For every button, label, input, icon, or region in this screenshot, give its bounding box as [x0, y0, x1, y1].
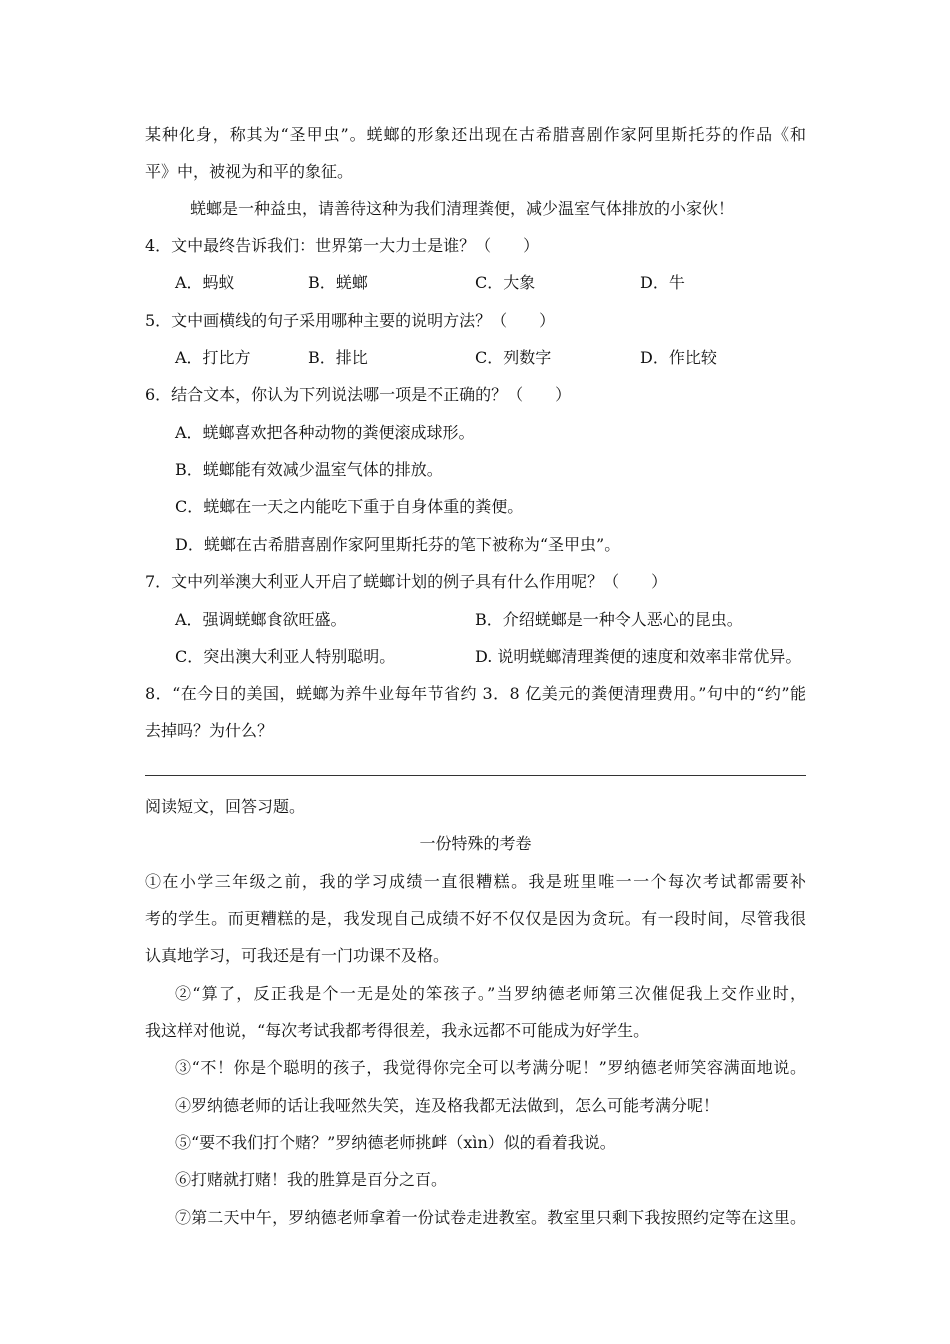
passage-line: 蜣螂是一种益虫，请善待这种为我们清理粪便，减少温室气体排放的小家伙！ [190, 199, 735, 218]
story-paragraph-line: ④罗纳德老师的话让我哑然失笑，连及格我都无法做到，怎么可能考满分呢！ [175, 1096, 720, 1115]
q4-option-c: C．大象 [475, 273, 536, 292]
story-paragraph-line: ⑦第二天中午，罗纳德老师拿着一份试卷走进教室。教室里只剩下我按照约定等在这里。 [175, 1208, 806, 1227]
story-title: 一份特殊的考卷 [419, 834, 532, 853]
q7-option-a: A．强调蜣螂食欲旺盛。 [175, 610, 347, 629]
q5-option-a: A．打比方 [175, 348, 251, 367]
story-paragraph-line: ①在小学三年级之前，我的学习成绩一直很糟糕。我是班里唯一一个每次考试都需要补 [145, 872, 806, 891]
section-divider [145, 775, 806, 776]
question-8-stem: 8．“在今日的美国，蜣螂为养牛业每年节省约 3．8 亿美元的粪便清理费用。”句中的“约”能 [145, 684, 806, 703]
story-paragraph-line: ⑥打赌就打赌！我的胜算是百分之百。 [175, 1170, 448, 1189]
story-paragraph-line: ⑤“要不我们打个赌？”罗纳德老师挑衅（xìn）似的看着我说。 [175, 1133, 616, 1152]
q7-option-c: C．突出澳大利亚人特别聪明。 [175, 647, 396, 666]
story-paragraph-line: ②“算了，反正我是个一无是处的笨孩子。”当罗纳德老师第三次催促我上交作业时， [175, 984, 806, 1003]
question-6-stem: 6．结合文本，你认为下列说法哪一项是不正确的？（ ） [145, 385, 572, 404]
q4-option-d: D．牛 [640, 273, 685, 292]
q5-option-d: D．作比较 [640, 348, 717, 367]
q7-option-b: B．介绍蜣螂是一种令人恶心的昆虫。 [475, 610, 743, 629]
q7-option-d: D. 说明蜣螂清理粪便的速度和效率非常优异。 [475, 647, 802, 666]
q6-option-b: B．蜣螂能有效减少温室气体的排放。 [175, 460, 443, 479]
q5-option-b: B．排比 [308, 348, 368, 367]
q4-option-a: A．蚂蚁 [175, 273, 235, 292]
question-8-stem-cont: 去掉吗？为什么？ [145, 721, 274, 740]
q6-option-a: A．蜣螂喜欢把各种动物的粪便滚成球形。 [175, 423, 475, 442]
story-paragraph-line: ③“不！你是个聪明的孩子，我觉得你完全可以考满分呢！”罗纳德老师笑容满面地说。 [175, 1058, 806, 1077]
story-paragraph-line: 我这样对他说，“每次考试我都考得很差，我永远都不可能成为好学生。 [145, 1021, 650, 1040]
passage-line: 平》中，被视为和平的象征。 [145, 162, 354, 181]
story-paragraph-line: 考的学生。而更糟糕的是，我发现自己成绩不好不仅仅是因为贪玩。有一段时间，尽管我很 [145, 909, 806, 928]
section-instruction: 阅读短文，回答习题。 [145, 797, 306, 816]
q6-option-c: C．蜣螂在一天之内能吃下重于自身体重的粪便。 [175, 497, 524, 516]
question-7-stem: 7．文中列举澳大利亚人开启了蜣螂计划的例子具有什么作用呢？（ ） [145, 572, 668, 591]
question-4-stem: 4．文中最终告诉我们：世界第一大力士是谁？（ ） [145, 236, 540, 255]
passage-line: 某种化身，称其为“圣甲虫”。蜣螂的形象还出现在古希腊喜剧作家阿里斯托芬的作品《和 [145, 125, 806, 144]
story-paragraph-line: 认真地学习，可我还是有一门功课不及格。 [145, 946, 450, 965]
q5-option-c: C．列数字 [475, 348, 552, 367]
q6-option-d: D．蜣螂在古希腊喜剧作家阿里斯托芬的笔下被称为“圣甲虫”。 [175, 535, 621, 554]
q4-option-b: B．蜣螂 [308, 273, 368, 292]
question-5-stem: 5．文中画横线的句子采用哪种主要的说明方法？（ ） [145, 311, 556, 330]
